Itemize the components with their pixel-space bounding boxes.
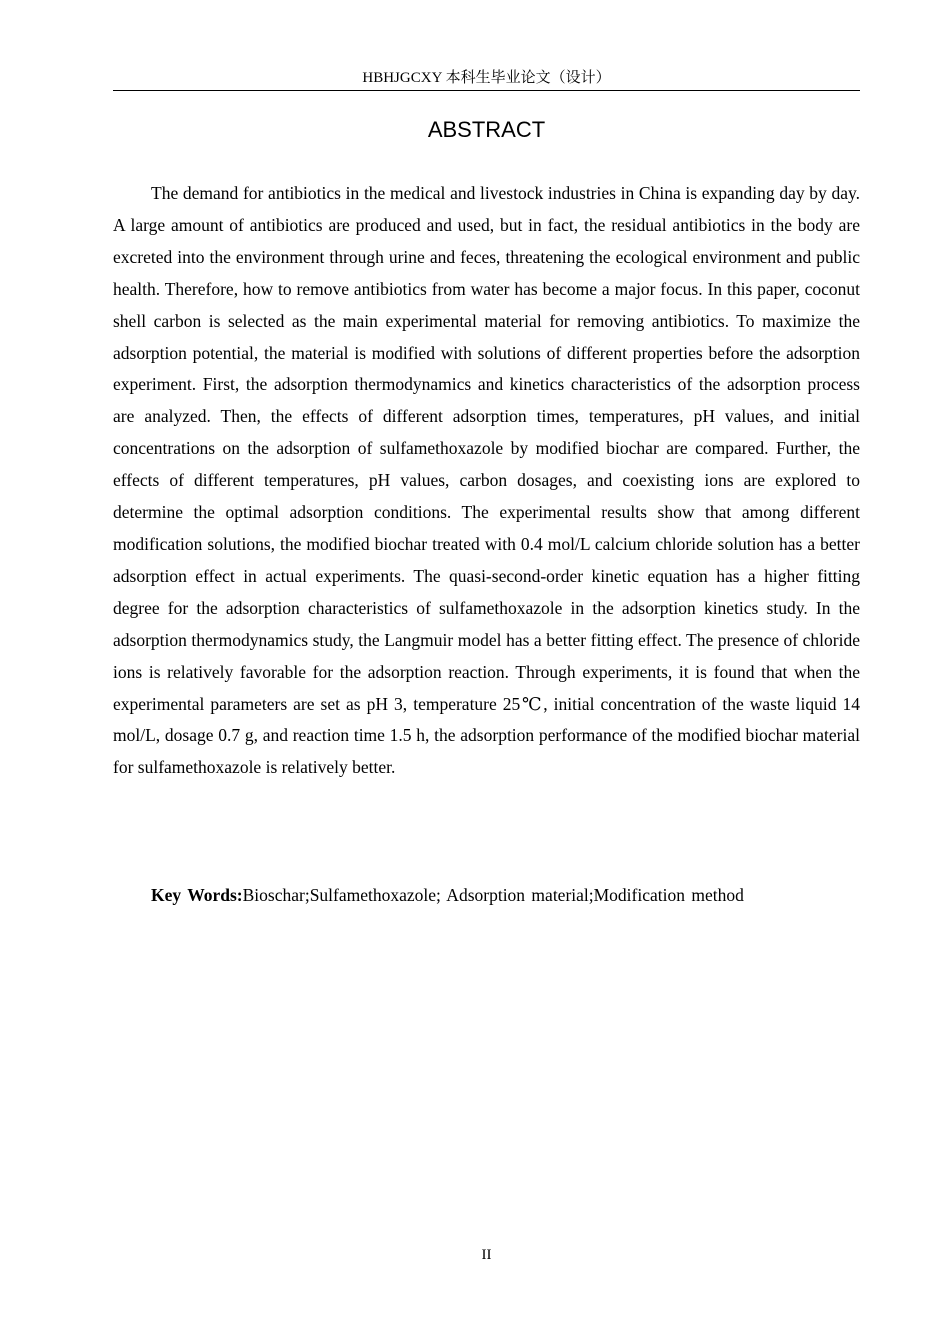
keywords-line xyxy=(113,880,860,912)
running-header xyxy=(113,68,860,91)
abstract-title: ABSTRACT xyxy=(427,117,546,142)
running-header-text: HBHJGCXY 本科生毕业论文（设计） xyxy=(362,70,611,86)
keywords-label: Key Words: xyxy=(151,885,243,905)
abstract-body: The demand for antibiotics in the medical and livestock industries in China is expanding day by day. A large amount of antibiotics are produced and used, but in fact, the residual antibiotics in the body are excreted into the environment through urine and feces, threatening the ecological environment and public health. Therefore, how to remove antibiotics from water has become a major focus. In this paper, coconut shell carbon is selected as the main experimental material for removing antibiotics. To maximize the adsorption potential, the material is modified with solutions of different properties before the adsorption experiment. First, the adsorption thermodynamics and kinetics characteristics of the adsorption process are analyzed. Then, the effects of different adsorption times, temperatures, pH values, and initial concentrations on the adsorption of sulfamethoxazole by modified biochar are compared. Further, the effects of different temperatures, pH values, carbon dosages, and coexisting ions are explored to determine the optimal adsorption conditions. The experimental results show that among different modification solutions, the modified biochar treated with 0.4 mol/L calcium chloride solution has a better adsorption effect in actual experiments. The quasi-second-order kinetic equation has a higher fitting degree for the adsorption characteristics of sulfamethoxazole in the adsorption kinetics study. In the adsorption thermodynamics study, the Langmuir model has a better fitting effect. The presence of chloride ions is relatively favorable for the adsorption reaction. Through experiments, it is found that when the experimental parameters are set as pH 3, temperature 25℃, initial concentration of the waste liquid 14 mol/L, dosage 0.7 g, and reaction time 1.5 h, the adsorption performance of the modified biochar material for sulfamethoxazole is relatively better. xyxy=(113,183,860,778)
page-number: II xyxy=(481,1247,492,1263)
keywords-text: Bioschar;Sulfamethoxazole; Adsorption material;Modification method xyxy=(242,885,744,905)
